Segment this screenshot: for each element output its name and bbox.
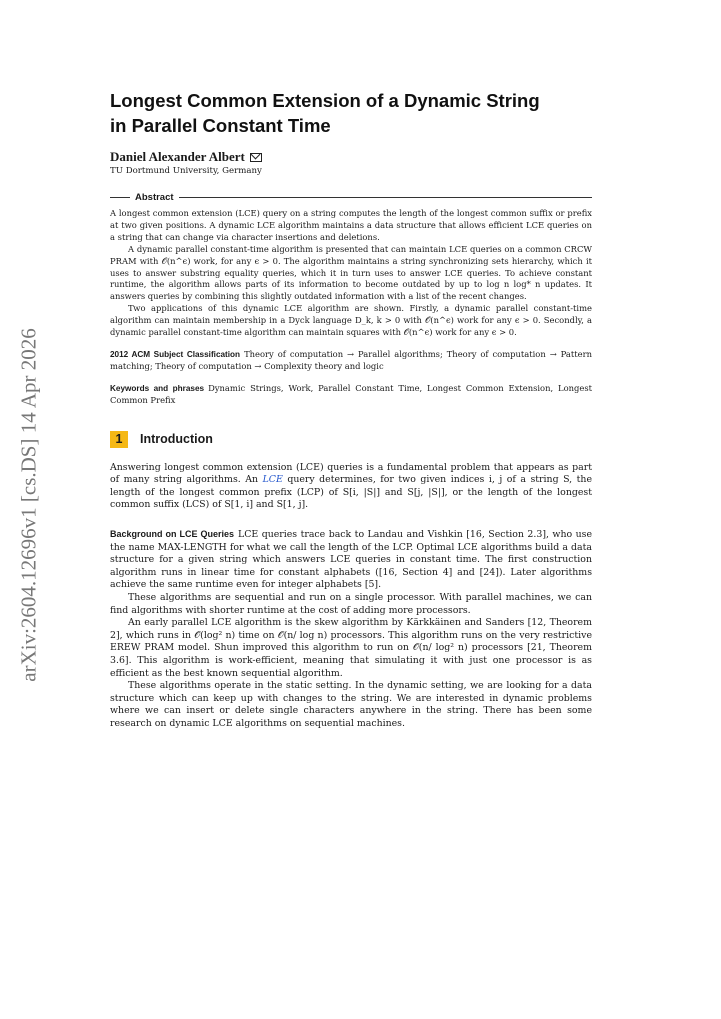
- intro-text-a: Answering longest common extension (LCE) queries is a fundamental problem that appears as part of many string algorithms. An: [110, 461, 592, 486]
- background-heading: Background on LCE Queries: [110, 528, 234, 539]
- keywords-label: Keywords and phrases: [110, 383, 205, 393]
- lce-glossary-link[interactable]: LCE: [262, 474, 283, 486]
- intro-text-b: query determines, for two given indices i, j of a string S, the length of the longest common prefix (LCP) of S[i, |S|] and S[j, |S|], or the length of the longest common suffix (LCS) of S[1, i] and S[1, j].: [110, 474, 593, 511]
- acm-text: Theory of computation → Parallel algorithms; Theory of computation → Pattern matching; Theory of computation → Complexity theory and logic: [110, 348, 593, 371]
- affiliation: TU Dortmund University, Germany: [110, 166, 262, 176]
- keywords: [110, 383, 592, 407]
- background-paragraph-1: [110, 528, 592, 592]
- background-text-1: LCE queries trace back to Landau and Vishkin [16, Section 2.3], who use the name MAX-LENGTH for what we call the length of the LCP. Optimal LCE algorithms build a data structure for a given string which answers LCE queries in constant time. The first construction algorithm runs in linear time for constant alphabets ([16, Section 4] and [24]). Later algorithms achieve the same runtime even for integer alphabets [5].: [110, 528, 592, 591]
- arxiv-identifier: arXiv:2604.12696v1 [cs.DS] 14 Apr 2026: [16, 328, 41, 682]
- abstract-paragraph-3: Two applications of this dynamic LCE algorithm are shown. Firstly, a dynamic parallel constant-time algorithm can maintain membership in a Dyck language D_k, k > 0 with 𝒪(n^ϵ) work for any ϵ > 0. Secondly, a dynamic parallel constant-time algorithm can maintain squares with 𝒪(n^ϵ) work for any ϵ > 0.: [110, 303, 592, 338]
- author-line: [110, 149, 592, 165]
- title-line-1: Longest Common Extension of a Dynamic String: [110, 90, 540, 111]
- abstract-rule-left: [110, 197, 130, 198]
- email-icon[interactable]: [250, 153, 262, 162]
- abstract-heading: [110, 192, 592, 203]
- acm-label: 2012 ACM Subject Classification: [110, 349, 241, 359]
- keywords-text: Dynamic Strings, Work, Parallel Constant Time, Longest Common Extension, Longest Common Prefix: [110, 382, 593, 405]
- author-name: Daniel Alexander Albert: [110, 149, 245, 164]
- background-paragraph-2: These algorithms are sequential and run on a single processor. With parallel machines, we can find algorithms with shorter runtime at the cost of adding more processors.: [110, 591, 592, 616]
- background-paragraph-3: An early parallel LCE algorithm is the skew algorithm by Kärkkäinen and Sanders [12, Theorem 2], which runs in 𝒪(log² n) time on 𝒪(n/ log n) processors. This algorithm runs on the very restrictive EREW PRAM model. Shun improved this algorithm to run on 𝒪(n/ log² n) processors [21, Theorem 3.6]. This algorithm is work-efficient, meaning that simulating it with just one processor is as efficient as the best known sequential algorithm.: [110, 617, 592, 679]
- arxiv-sidebar: [8, 300, 50, 710]
- abstract-rule-right: [179, 197, 592, 198]
- intro-paragraph: [110, 462, 592, 512]
- acm-classification: [110, 349, 592, 373]
- abstract-heading-text: Abstract: [135, 192, 174, 203]
- section-title: Introduction: [140, 432, 213, 447]
- abstract-paragraph-1: A longest common extension (LCE) query on a string computes the length of the longest common suffix or prefix at two given positions. A dynamic LCE algorithm maintains a data structure that allows efficient LCE queries on a string that can change via character insertions and deletions.: [110, 208, 592, 242]
- title-line-2: in Parallel Constant Time: [110, 115, 331, 136]
- paper-page: [110, 88, 592, 730]
- section-number: 1: [110, 431, 128, 448]
- background-paragraph-4: These algorithms operate in the static setting. In the dynamic setting, we are looking for a data structure which can keep up with changes to the string. We are interested in dynamic problems where we can insert or delete single characters anywhere in the string. There has been some research on dynamic LCE algorithms on sequential machines.: [110, 680, 592, 729]
- section-heading-introduction: [110, 431, 592, 448]
- paper-title: [110, 88, 592, 138]
- abstract-paragraph-2: A dynamic parallel constant-time algorithm is presented that can maintain LCE queries on a common CRCW PRAM with 𝒪(n^ϵ) work, for any ϵ > 0. The algorithm maintains a string synchronizing sets hierarchy, which it uses to answer substring equality queries, which it in turn uses to answer LCE queries. To achieve constant runtime, the algorithm allows parts of its information to become outdated by up to log n log* n updates. It answers queries by combining this slightly outdated information with a list of the recent changes.: [110, 243, 592, 302]
- abstract: [110, 208, 592, 339]
